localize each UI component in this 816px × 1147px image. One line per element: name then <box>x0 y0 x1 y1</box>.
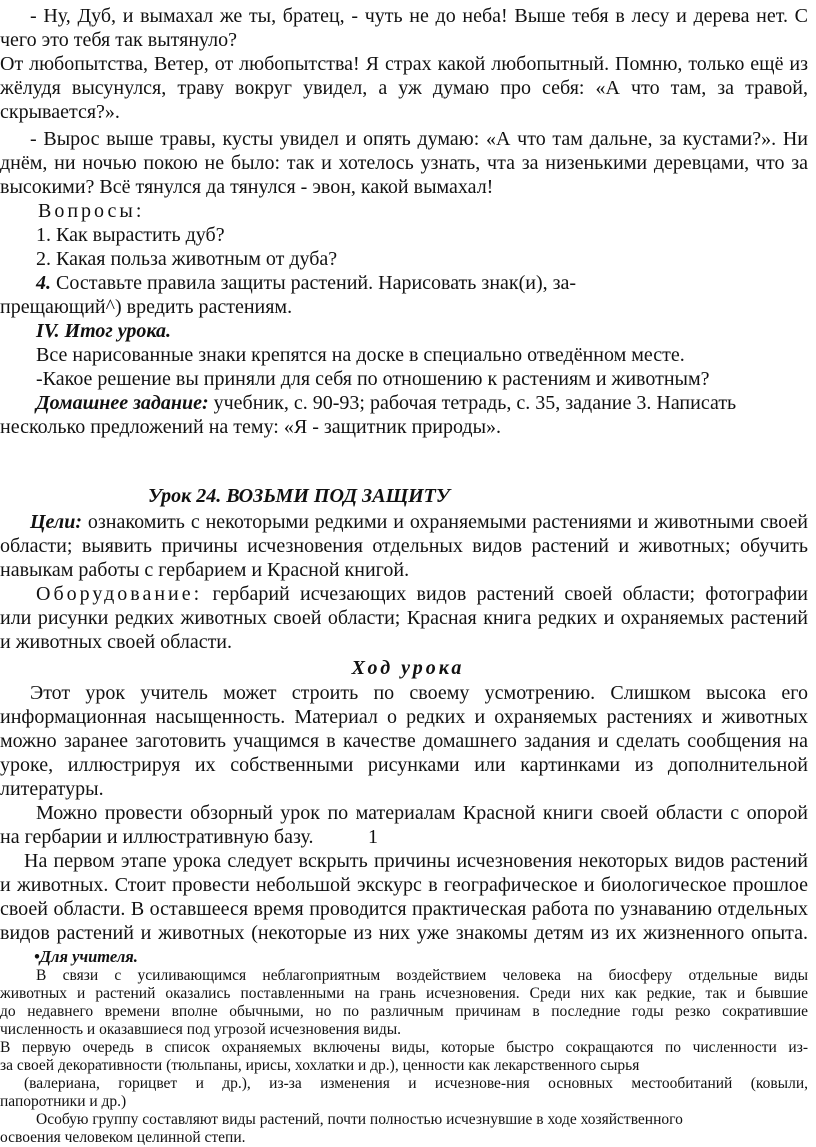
text-line: днём, ни ночью покою не было: так и хотелось узнать, чта за низенькими деревцами, что за <box>0 152 808 174</box>
text-line: информационная насыщенность. Материал о редких и охраняемых растениях и животных <box>0 706 808 728</box>
goals-line <box>30 510 808 534</box>
goals-text: области; выявить причины исчезновения отдельных видов растений и животных; обучить <box>0 535 808 557</box>
equipment-line <box>36 582 808 606</box>
homework-continuation: несколько предложений на тему: «Я - защитник природы». <box>0 416 502 438</box>
homework-text: учебник, с. 90-93; рабочая тетрадь, с. 35, задание 3. Написать <box>208 392 737 414</box>
note-line: (валериана, горицвет и др.), из-за изменения и исчезнове-ния основных местообитаний (ковыли, <box>24 1075 808 1092</box>
homework-label: Домашнее задание: <box>36 392 209 414</box>
text-line: - Вырос выше травы, кусты увидел и опять думаю: «А что там дальне, за кустами?». Ни <box>30 128 808 150</box>
text-line: Можно провести обзорный урок по материалам Красной книги своей области с опорой <box>36 802 808 824</box>
text-line: можно заранее заготовить учащимся в качестве домашнего задания и сделать сообщения на <box>0 730 808 752</box>
equipment-text: и животных своей области. <box>0 631 233 653</box>
text-line: на гербарии и иллюстративную базу. <box>0 826 314 848</box>
equipment-text: гербарий исчезающих видов растений своей области; фотографии <box>202 583 808 605</box>
question-text: Составьте правила защиты растений. Нарисовать знак(и), за- <box>51 272 577 294</box>
equipment-text: или рисунки редких животных своей области; Красная книга редких и охраняемых растений <box>0 607 808 629</box>
goals-text: ознакомить с некоторыми редкими и охраняемыми растениями и животными своей <box>81 511 808 533</box>
text-line: На первом этапе урока следует вскрыть причины исчезновения некоторых видов растений <box>24 850 808 872</box>
summary-question: -Какое решение вы приняли для себя по отношению к растениям и животным? <box>36 368 710 390</box>
note-line: папоротники и др.) <box>0 1093 127 1110</box>
questions-heading: Вопросы: <box>38 200 145 222</box>
text-line: жёлудя высунулся, траву вокруг увидел, а уж думаю про себя: «А что там, за травой, <box>0 77 808 99</box>
text-line: чего это тебя так вытянуло? <box>0 29 238 51</box>
text-line: - Ну, Дуб, и вымахал же ты, братец, - чуть не до неба! Выше тебя в лесу и дерева нет. С <box>30 5 808 27</box>
lesson-progress-heading: Ход урока <box>351 657 465 679</box>
equipment-label: Оборудование: <box>36 583 203 605</box>
text-line: скрывается?». <box>0 101 120 123</box>
note-line: до недавнего времени вполне обычными, но по различным причинам в последние годы резко сократившие <box>0 1003 808 1020</box>
note-line: животных и растений оказались поставленными на грань исчезновения. Среди них как редкие, так и бывшие <box>0 985 808 1002</box>
note-line: В связи с усиливающимся неблагоприятным воздействием человека на биосферу отдельные виды <box>36 967 808 984</box>
footnote-marker: 1 <box>368 826 378 848</box>
note-line: освоения человеком целинной степи. <box>0 1129 246 1146</box>
summary-heading: IV. Итог урока. <box>36 320 172 342</box>
text-line: литературы. <box>0 778 104 800</box>
question-continuation: прещающий^) вредить растениям. <box>0 296 293 318</box>
question-item: 1. Как вырастить дуб? <box>36 224 225 246</box>
text-line: и животных. Стоит провести небольшой экскурс в географическое и биологическое прошлое <box>0 874 808 896</box>
question-item <box>36 271 816 295</box>
question-number: 4. <box>36 272 51 294</box>
text-line: От любопытства, Ветер, от любопытства! Я страх какой любопытный. Помню, только ещё из <box>0 53 808 75</box>
summary-text: Все нарисованные знаки крепятся на доске в специально отведённом месте. <box>36 344 685 366</box>
note-line: численность и оказавшиеся под угрозой исчезновения виды. <box>0 1021 402 1038</box>
note-line: за своей декоративности (тюльпаны, ирисы, хохлатки и др.), ценности как лекарственного сырья <box>0 1057 640 1074</box>
teacher-note-label: •Для учителя. <box>34 947 138 966</box>
text-line: своей области. В оставшееся время проводится практическая работа по узнаванию отдельных <box>0 898 808 920</box>
text-line: видов растений и животных (некоторые из них уже знакомы детям из их жизненного опыта. <box>0 922 808 944</box>
goals-text: навыкам работы с гербарием и Красной книгой. <box>0 559 410 581</box>
text-line: Этот урок учитель может строить по своему усмотрению. Слишком высока его <box>30 682 808 704</box>
text-line: высокими? Всё тянулся да тянулся - эвон, какой вымахал! <box>0 176 494 198</box>
question-item: 2. Какая польза животным от дуба? <box>36 248 338 270</box>
note-line: В первую очередь в список охраняемых включены виды, которые быстро сокращаются по численности из- <box>0 1039 808 1056</box>
lesson-title: Урок 24. ВОЗЬМИ ПОД ЗАЩИТУ <box>148 485 450 507</box>
homework-line <box>36 391 816 415</box>
text-line: уроке, иллюстрируя их собственными рисунками или картинками из дополнительной <box>0 754 808 776</box>
goals-label: Цели: <box>30 511 82 533</box>
note-line: Особую группу составляют виды растений, почти полностью исчезнувшие в ходе хозяйственного <box>36 1111 683 1128</box>
